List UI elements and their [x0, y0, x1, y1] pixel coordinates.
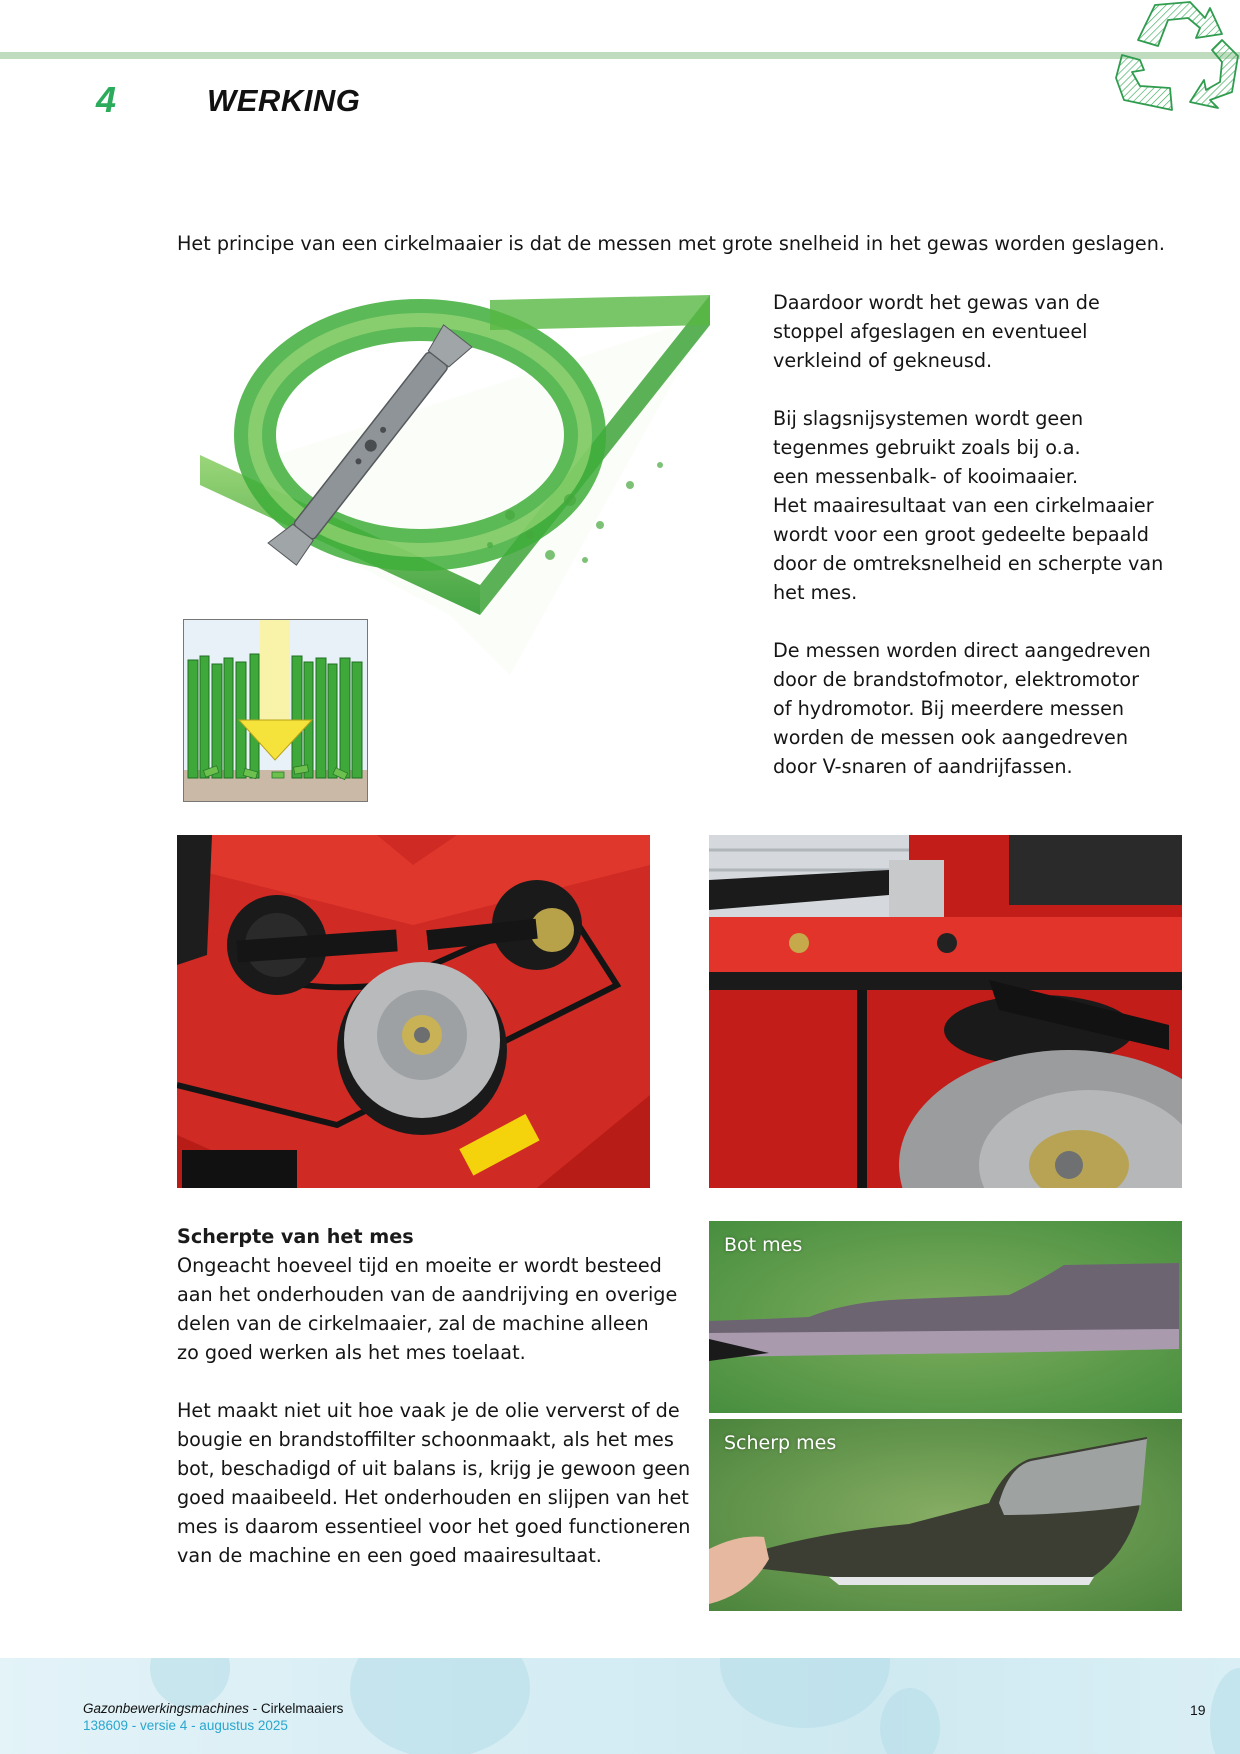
mower-deck-top-photo [177, 835, 650, 1188]
paragraph-effect: Daardoor wordt het gewas van de stoppel afgeslagen en eventueel verkleind of gekneusd. [773, 291, 1100, 372]
chapter-title: WERKING [207, 83, 361, 118]
grass-impact-inset [183, 619, 368, 802]
paragraph-drive: De messen worden direct aangedreven door de brandstofmotor, elektromotor of hydromotor. Bij meerdere messen worden de messen ook aangedreven door V-snaren of aandrijfassen. [773, 639, 1151, 778]
sharp-blade-label: Scherp mes [724, 1432, 837, 1454]
footer-document-title [83, 1700, 343, 1717]
decorative-bubble [1210, 1668, 1240, 1754]
chapter-number: 4 [96, 79, 117, 120]
dull-blade-photo [709, 1221, 1182, 1413]
decorative-bubble [350, 1658, 530, 1754]
pulley-side-illustration [709, 835, 1182, 1188]
decorative-bubble [720, 1658, 890, 1728]
dull-blade-label: Bot mes [724, 1234, 803, 1256]
decorative-bubble [880, 1688, 940, 1754]
sharp-blade-photo [709, 1419, 1182, 1611]
recycle-icon [1100, 0, 1240, 118]
mower-deck-side-photo [709, 835, 1182, 1188]
paragraph-impact-systems: Bij slagsnijsystemen wordt geen tegenmes gebruikt zoals bij o.a. een messenbalk- of kooimaaier. Het maairesultaat van een cirkelmaaier wordt voor een groot gedeelte bepaald door de omtreksnelheid en scherpte van het mes. [773, 407, 1164, 604]
sharpness-paragraph-2: Het maakt niet uit hoe vaak je de olie ververst of de bougie en brandstoffilter schoonmaakt, als het mes bot, beschadigd of uit balans is, krijg je gewoon geen goed maaibeeld. Het onderhouden en slijpen van het mes is daarom essentieel voor het goed functioneren van de machine en een goed maairesultaat. [177, 1399, 691, 1567]
intro-text: Het principe van een cirkelmaaier is dat de messen met grote snelheid in het gewas worden geslagen. [177, 232, 1165, 255]
footer-title-italic: Gazonbewerkingsmachines [83, 1701, 249, 1716]
footer-document-info: 138609 - versie 4 - augustus 2025 [83, 1718, 288, 1733]
impact-arrow-illustration [184, 620, 367, 801]
page-number: 19 [1190, 1702, 1206, 1718]
sharpness-paragraph-1: Ongeacht hoeveel tijd en moeite er wordt besteed aan het onderhouden van de aandrijving en overige delen van de cirkelmaaier, zal de machine alleen zo goed werken als het mes toelaat. [177, 1254, 678, 1364]
header-rule [0, 52, 1240, 59]
principle-text-column [773, 288, 1213, 781]
section-heading-sharpness: Scherpte van het mes [177, 1225, 414, 1248]
footer-title-rest: - Cirkelmaaiers [248, 1701, 344, 1716]
belt-drive-illustration [177, 835, 650, 1188]
sharpness-text [177, 1251, 717, 1570]
